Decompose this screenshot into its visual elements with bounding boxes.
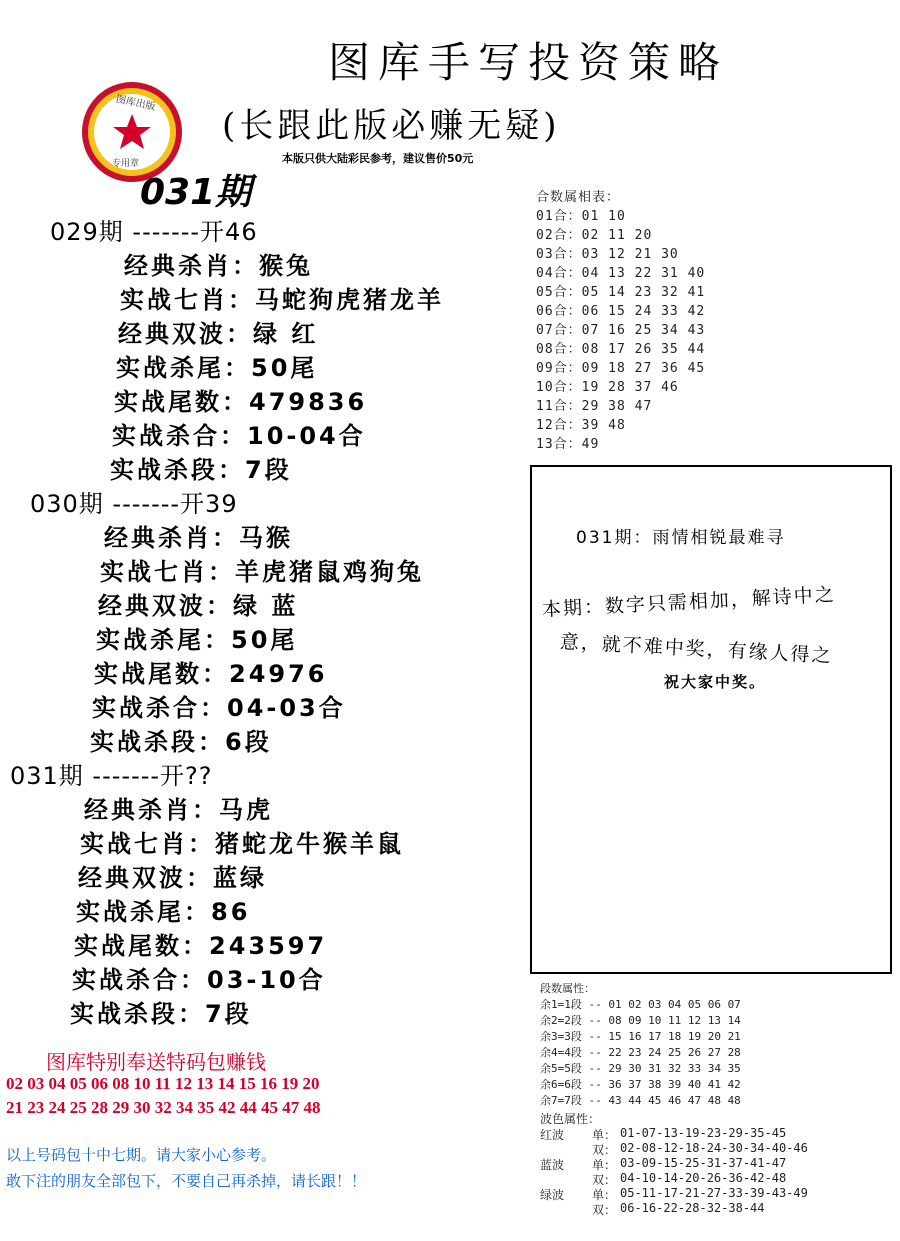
he-table-row: 04合：04 13 22 31 40	[536, 266, 706, 281]
poem-line-1: 031期：雨情相锐最难寻	[576, 528, 786, 548]
issue-029-line: 实战杀合：10-04合	[112, 422, 366, 450]
poem-wish: 祝大家中奖。	[664, 673, 767, 691]
segment-row: 余5=5段 -- 29 30 31 32 33 34 35	[540, 1062, 741, 1075]
wave-color: 蓝波	[540, 1158, 565, 1172]
issue-031-line: 实战杀尾：86	[76, 898, 251, 926]
poem-box	[530, 465, 892, 974]
current-issue-label: 031期	[140, 172, 252, 213]
page-subtitle: (长跟此版必赚无疑)	[222, 106, 561, 146]
he-table-row: 10合：19 28 37 46	[536, 380, 679, 395]
he-table-row: 06合：06 15 24 33 42	[536, 304, 706, 319]
wave-nums: 06-16-22-28-32-38-44	[620, 1201, 765, 1215]
issue-031-line: 实战杀段：7段	[70, 1000, 252, 1028]
he-table-row: 03合：03 12 21 30	[536, 247, 679, 262]
wave-color: 红波	[540, 1128, 565, 1142]
wave-nums: 02-08-12-18-24-30-34-40-46	[620, 1141, 808, 1155]
poem-line-3: 意，就不难中奖，有缘人得之	[559, 631, 834, 668]
he-table-row: 12合：39 48	[536, 418, 626, 433]
he-table-row: 07合：07 16 25 34 43	[536, 323, 706, 338]
poem-line-2: 本期：数字只需相加，解诗中之	[541, 583, 837, 621]
he-table-row: 01合：01 10	[536, 209, 626, 224]
wave-kind: 单：	[592, 1158, 617, 1172]
issue-029-header: 029期 -------开46	[50, 218, 258, 246]
issue-031-line: 经典双波：蓝绿	[78, 864, 267, 892]
issue-031-line: 实战尾数：243597	[74, 932, 328, 960]
issue-030-line: 实战杀合：04-03合	[92, 694, 346, 722]
wave-kind: 双：	[592, 1173, 617, 1187]
segments-title: 段数属性：	[540, 982, 595, 995]
segment-row: 余4=4段 -- 22 23 24 25 26 27 28	[540, 1046, 741, 1059]
wave-kind: 双：	[592, 1143, 617, 1157]
wave-color: 绿波	[540, 1188, 565, 1202]
issue-031-header: 031期 -------开??	[10, 762, 213, 790]
issue-029-line: 经典双波：绿 红	[118, 320, 319, 348]
wave-nums: 04-10-14-20-26-36-42-48	[620, 1171, 787, 1185]
special-footer-1: 以上号码包十中七期。请大家小心参考。	[6, 1146, 277, 1164]
special-numbers-row-2: 21 23 24 25 28 29 30 32 34 35 42 44 45 47 48	[6, 1098, 321, 1117]
he-table-row: 08合：08 17 26 35 44	[536, 342, 706, 357]
wave-nums: 01-07-13-19-23-29-35-45	[620, 1126, 787, 1140]
issue-029-line: 实战杀尾：50尾	[116, 354, 318, 382]
price-note: 本版只供大陆彩民参考，建议售价50元	[282, 152, 474, 165]
he-table-row: 13合：49	[536, 437, 600, 452]
special-heading: 图库特别奉送特码包赚钱	[46, 1050, 266, 1074]
page-title: 图库手写投资策略	[328, 38, 729, 87]
issue-029-line: 实战尾数：479836	[114, 388, 368, 416]
issue-031-line: 实战杀合：03-10合	[72, 966, 326, 994]
wave-kind: 单：	[592, 1188, 617, 1202]
he-table-row: 09合：09 18 27 36 45	[536, 361, 706, 376]
issue-029-line: 经典杀肖：猴兔	[124, 252, 313, 280]
wave-nums: 05-11-17-21-27-33-39-43-49	[620, 1186, 808, 1200]
segment-row: 余1=1段 -- 01 02 03 04 05 06 07	[540, 998, 741, 1011]
issue-030-header: 030期 -------开39	[30, 490, 238, 518]
stamp-top-text: 图库出版	[114, 93, 157, 113]
segment-row: 余6=6段 -- 36 37 38 39 40 41 42	[540, 1078, 741, 1091]
issue-029-line: 实战杀段：7段	[110, 456, 292, 484]
issue-030-line: 经典双波：绿 蓝	[98, 592, 299, 620]
he-table-row: 11合：29 38 47	[536, 399, 653, 414]
he-table-row: 05合：05 14 23 32 41	[536, 285, 706, 300]
special-numbers-row-1: 02 03 04 05 06 08 10 11 12 13 14 15 16 19 20	[6, 1074, 320, 1093]
issue-030-line: 经典杀肖：马猴	[104, 524, 293, 552]
stamp-bottom-text: 专用章	[112, 159, 140, 169]
segment-row: 余2=2段 -- 08 09 10 11 12 13 14	[540, 1014, 741, 1027]
issue-029-line: 实战七肖：马蛇狗虎猪龙羊	[120, 286, 444, 314]
wave-kind: 单：	[592, 1128, 617, 1142]
issue-031-line: 经典杀肖：马虎	[84, 796, 273, 824]
issue-031-line: 实战七肖：猪蛇龙牛猴羊鼠	[80, 830, 404, 858]
special-footer-2: 敢下注的朋友全部包下，不要自己再杀掉，请长跟！！	[6, 1172, 367, 1190]
he-table-row: 02合：02 11 20	[536, 228, 653, 243]
he-table-title: 合数属相表：	[536, 190, 621, 205]
issue-030-line: 实战尾数：24976	[94, 660, 328, 688]
wave-nums: 03-09-15-25-31-37-41-47	[620, 1156, 787, 1170]
wave-kind: 双：	[592, 1203, 617, 1217]
issue-030-line: 实战七肖：羊虎猪鼠鸡狗兔	[100, 558, 424, 586]
issue-030-line: 实战杀尾：50尾	[96, 626, 298, 654]
issue-030-line: 实战杀段：6段	[90, 728, 272, 756]
waves-title: 波色属性：	[540, 1112, 601, 1126]
segment-row: 余7=7段 -- 43 44 45 46 47 48 48	[540, 1094, 741, 1107]
segment-row: 余3=3段 -- 15 16 17 18 19 20 21	[540, 1030, 741, 1043]
